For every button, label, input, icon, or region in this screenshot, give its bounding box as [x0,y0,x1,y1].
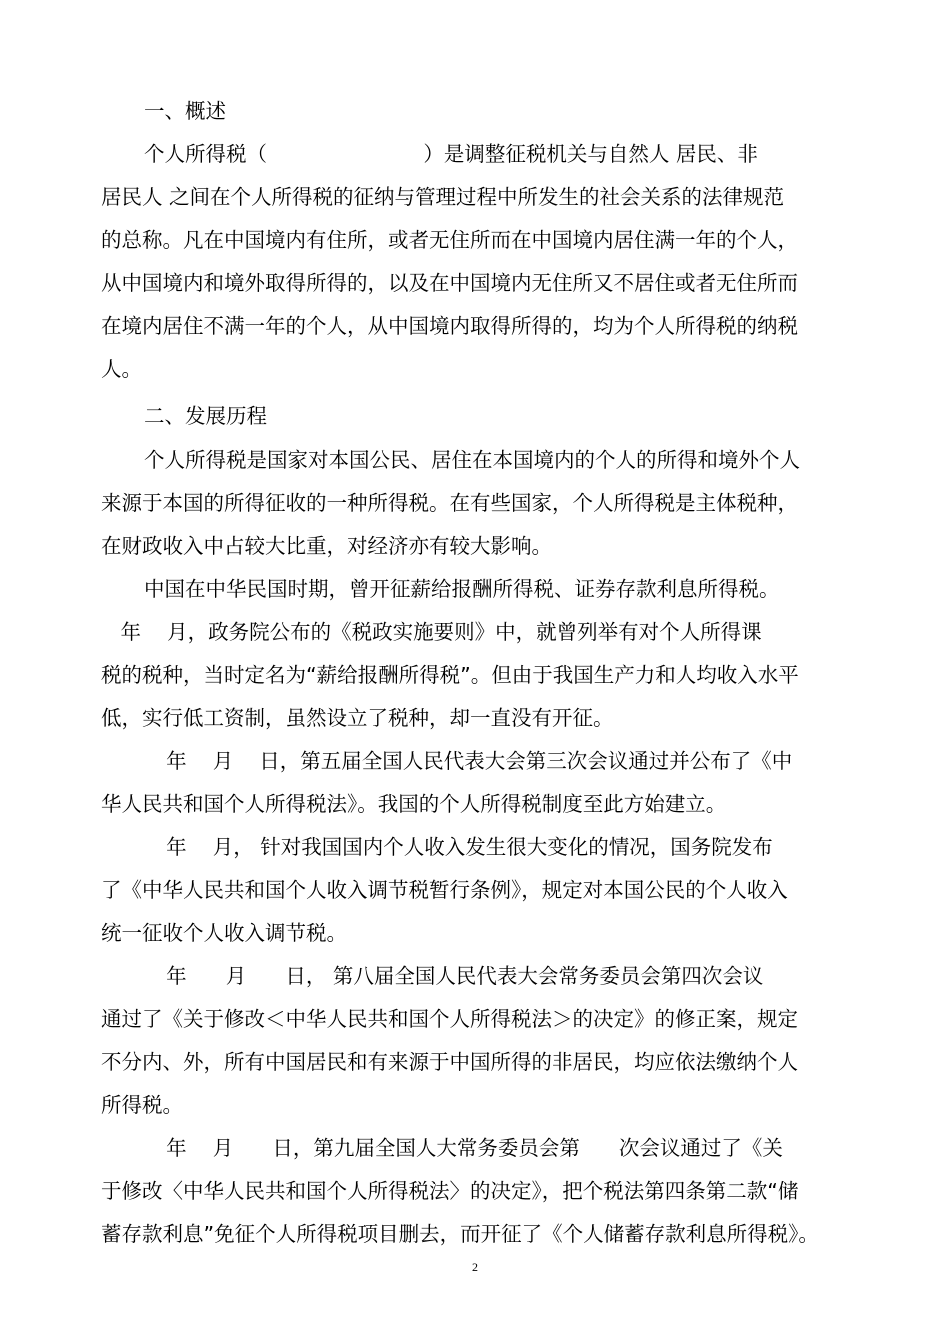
paragraph-line: 从中国境内和境外取得所得的，以及在中国境内无住所又不居住或者无住所而 [101,271,798,295]
paragraph-line: 年 月 日， 第八届全国人民代表大会常务委员会第四次会议 [101,964,764,988]
paragraph-line: 年 月， 针对我国国内个人收入发生很大变化的情况，国务院发布 [101,835,773,859]
paragraph-line: 年 月，政务院公布的《税政实施要则》中，就曾列举有对个人所得课 [101,620,762,644]
paragraph-line: 的总称。凡在中国境内有住所，或者无住所而在中国境内居住满一年的个人， [101,228,798,252]
section-heading: 二、发展历程 [144,404,267,428]
section-heading: 一、概述 [144,99,226,123]
paragraph-line: 年 月 日，第九届全国人大常务委员会第 次会议通过了《关 [101,1136,783,1160]
paragraph-line: 在财政收入中占较大比重，对经济亦有较大影响。 [101,534,552,558]
paragraph-line: 了《中华人民共和国个人收入调节税暂行条例》，规定对本国公民的个人收入 [101,878,788,902]
paragraph-line: 在境内居住不满一年的个人，从中国境内取得所得的，均为个人所得税的纳税 [101,314,798,338]
paragraph-line: 低，实行低工资制，虽然设立了税种，却一直没有开征。 [101,706,614,730]
paragraph-line: 来源于本国的所得征收的一种所得税。在有些国家，个人所得税是主体税种， [101,491,798,515]
paragraph-line: 统一征收个人收入调节税。 [101,921,347,945]
paragraph-line: 于修改〈中华人民共和国个人所得税法〉的决定》，把个税法第四条第二款“储 [101,1179,799,1203]
paragraph-line: 个人所得税是国家对本国公民、居住在本国境内的个人的所得和境外个人 [144,448,800,472]
page-number: 2 [472,1260,478,1274]
paragraph-line: 年 月 日，第五届全国人民代表大会第三次会议通过并公布了《中 [101,749,793,773]
paragraph-line: 所得税。 [101,1093,183,1117]
paragraph-line: 税的税种，当时定名为“薪给报酬所得税”。但由于我国生产力和人均收入水平 [101,663,799,687]
paragraph-line: 个人所得税（ ）是调整征税机关与自然人 居民、非 [144,142,758,166]
paragraph-line: 华人民共和国个人所得税法》。我国的个人所得税制度至此方始建立。 [101,792,727,816]
paragraph-line: 不分内、外，所有中国居民和有来源于中国所得的非居民，均应依法缴纳个人 [101,1050,798,1074]
paragraph-line: 通过了《关于修改＜中华人民共和国个人所得税法＞的决定》的修正案，规定 [101,1007,798,1031]
paragraph-line: 人。 [101,357,142,381]
paragraph-line: 居民人 之间在个人所得税的征纳与管理过程中所发生的社会关系的法律规范 [101,185,785,209]
paragraph-line: 蓄存款利息”免征个人所得税项目删去，而开征了《个人储蓄存款利息所得税》。 [101,1222,819,1246]
paragraph-line: 中国在中华民国时期，曾开征薪给报酬所得税、证券存款利息所得税。 [144,577,780,601]
